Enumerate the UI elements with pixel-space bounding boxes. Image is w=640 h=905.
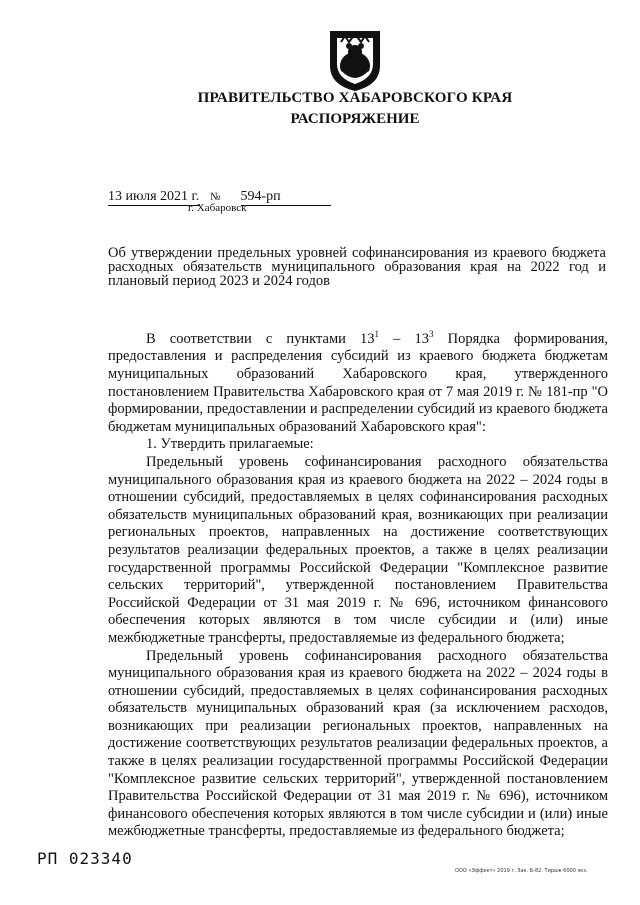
- superscript-3: 3: [428, 329, 434, 339]
- paragraph-1: Предельный уровень софинансирования расходного обязательства муниципального образования края из краевого бюджета на 2022 – 2024 годы в отношении субсидий, предоставляемых в целях софинансирования расходных обязательств муниципальных образований края, возникающих при реализации региональных проектов, направленных на достижение соответствующих результатов реализации федеральных проектов, а также в целях реализации государственной программы Российской Федерации "Комплексное развитие сельских территорий", утвержденной постановлением Правительства Российской Федерации от 31 мая 2019 г. № 696, источником финансового обеспечения которых являются в том числе субсидии и (или) иные межбюджетные трансферты, предоставляемые из федерального бюджета;: [108, 453, 608, 646]
- document-date: 13 июля 2021 г.: [108, 189, 200, 204]
- registry-number: РП 023340: [37, 849, 133, 868]
- paragraph-2: Предельный уровень софинансирования расходного обязательства муниципального образования края из краевого бюджета на 2022 – 2024 годы в отношении субсидий, предоставляемых в целях софинансирования расходных обязательств муниципальных образований края (за исключением расходов, возникающих при реализации региональных проектов, направленных на достижение соответствующих результатов реализации федеральных проектов, а также в целях реализации государственной программы Российской Федерации "Комплексное развитие сельских территорий", утвержденной постановлением Правительства Российской Федерации от 31 мая 2019 г. № 696), источником финансового обеспечения которых являются в том числе субсидии и (или) иные межбюджетные трансферты, предоставляемые из федерального бюджета;: [108, 647, 608, 840]
- intro-paragraph: [108, 326, 608, 436]
- government-title: ПРАВИТЕЛЬСТВО ХАБАРОВСКОГО КРАЯ: [197, 90, 513, 106]
- intro-after: Порядка формирования, предоставления и распределения субсидий из краевого бюджета бюджетам муниципальных образований Хабаровского края, утвержденного постановлением Правительства Хабаровского края от 7 мая 2019 г. № 181-пр "О формировании, предоставлении и распределении субсидий из краевого бюджета бюджетам муниципальных образований Хабаровского края":: [108, 330, 609, 435]
- document-subject: Об утверждении предельных уровней софинансирования из краевого бюджета расходных обязательств муниципального образования края на 2022 год и плановый период 2023 и 2024 годов: [108, 245, 606, 289]
- item-1: 1. Утвердить прилагаемые:: [146, 436, 314, 453]
- document-type: РАСПОРЯЖЕНИЕ: [290, 111, 420, 127]
- document-body: [108, 326, 608, 841]
- intro-dash: – 13: [379, 330, 429, 347]
- intro-before: В соответствии с пунктами 13: [146, 330, 375, 347]
- number-sign: №: [210, 191, 221, 203]
- coat-of-arms-icon: [327, 28, 383, 92]
- superscript-1: 1: [374, 329, 379, 339]
- document-city: г. Хабаровск: [188, 202, 247, 214]
- printer-note: ООО «Эффект» 2019 г. Зак. Б-82. Тираж 6000 экз.: [455, 868, 588, 874]
- document-number: 594-рп: [241, 189, 331, 206]
